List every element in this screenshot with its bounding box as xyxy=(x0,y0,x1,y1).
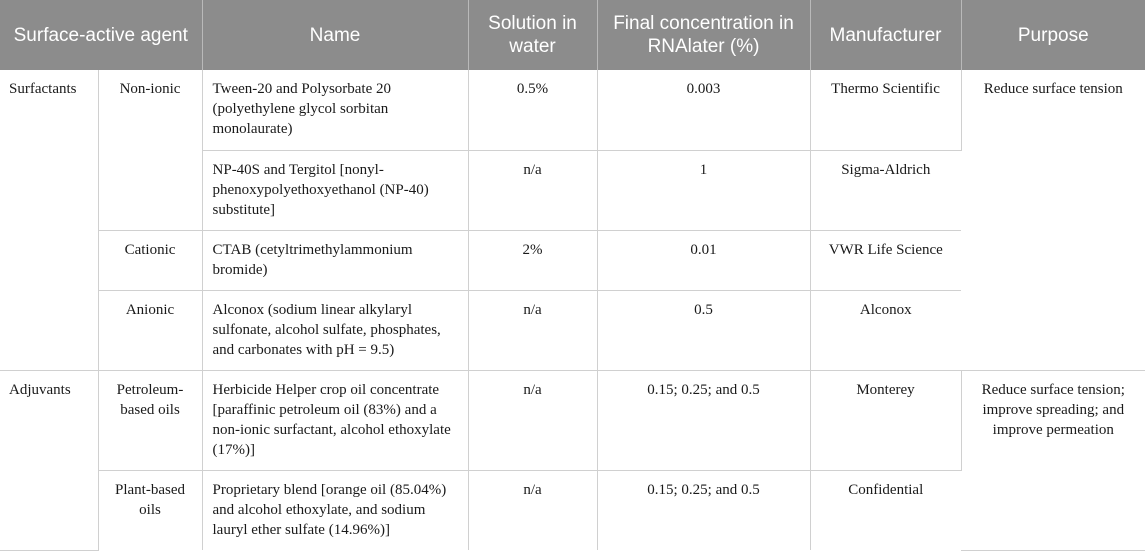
solution-cell: n/a xyxy=(468,290,597,370)
table-row xyxy=(0,370,1145,470)
final-concentration-cell: 0.01 xyxy=(597,230,810,290)
manufacturer-cell: Confidential xyxy=(848,481,924,498)
solution-cell: n/a xyxy=(468,150,597,230)
name-cell: NP-40S and Tergitol [nonyl-phenoxypolyethoxyethanol (NP-40) substitute] xyxy=(202,150,468,230)
header-purpose: Purpose xyxy=(961,0,1145,70)
purpose-cell-surfactants: Reduce surface tension xyxy=(961,70,1145,370)
manufacturer-cell: Sigma-Aldrich xyxy=(810,150,961,230)
final-concentration-cell: 0.15; 0.25; and 0.5 xyxy=(597,370,810,470)
name-cell: Tween-20 and Polysorbate 20 (polyethylene glycol sorbitan monolaurate) xyxy=(202,70,468,150)
header-solution-in-water: Solution in water xyxy=(468,0,597,70)
type-cell: Plant-based oils xyxy=(98,470,202,550)
name-cell: Alconox (sodium linear alkylaryl sulfonate, alcohol sulfate, phosphates, and carbonates with pH = 9.5) xyxy=(202,290,468,370)
type-cell: Petroleum-based oils xyxy=(98,370,202,470)
header-manufacturer: Manufacturer xyxy=(810,0,961,70)
group-label-adjuvants: Adjuvants xyxy=(0,370,98,550)
group-label-surfactants: Surfactants xyxy=(0,70,98,370)
solution-cell: 2% xyxy=(468,230,597,290)
header-surface-active-agent: Surface-active agent xyxy=(0,0,202,70)
header-name: Name xyxy=(202,0,468,70)
type-cell: Cationic xyxy=(98,230,202,290)
manufacturer-cell: VWR Life Science xyxy=(810,230,961,290)
name-cell: Proprietary blend [orange oil (85.04%) and alcohol ethoxylate, and sodium lauryl ether sulfate (14.96%)] xyxy=(202,470,468,550)
final-concentration-cell: 0.5 xyxy=(597,290,810,370)
solution-cell: n/a xyxy=(468,470,597,550)
table-row xyxy=(0,70,1145,150)
type-cell: Non-ionic xyxy=(98,70,202,230)
final-concentration-cell: 0.003 xyxy=(597,70,810,150)
header-final-concentration: Final concentration in RNAlater (%) xyxy=(597,0,810,70)
type-cell: Anionic xyxy=(98,290,202,370)
final-concentration-cell: 0.15; 0.25; and 0.5 xyxy=(597,470,810,550)
name-cell: CTAB (cetyltrimethylammonium bromide) xyxy=(202,230,468,290)
manufacturer-cell: Monterey xyxy=(810,370,961,470)
manufacturer-cell: Thermo Scientific xyxy=(810,70,961,150)
name-cell: Herbicide Helper crop oil concentrate [paraffinic petroleum oil (83%) and a non-ionic surfactant, alcohol ethoxylate (17%)] xyxy=(202,370,468,470)
manufacturer-cell: Alconox xyxy=(810,290,961,370)
purpose-cell-adjuvants: Reduce surface tension; improve spreading; and improve permeation xyxy=(961,370,1145,550)
header-row xyxy=(0,0,1145,70)
solution-cell: n/a xyxy=(468,370,597,470)
final-concentration-cell: 1 xyxy=(597,150,810,230)
solution-cell: 0.5% xyxy=(468,70,597,150)
